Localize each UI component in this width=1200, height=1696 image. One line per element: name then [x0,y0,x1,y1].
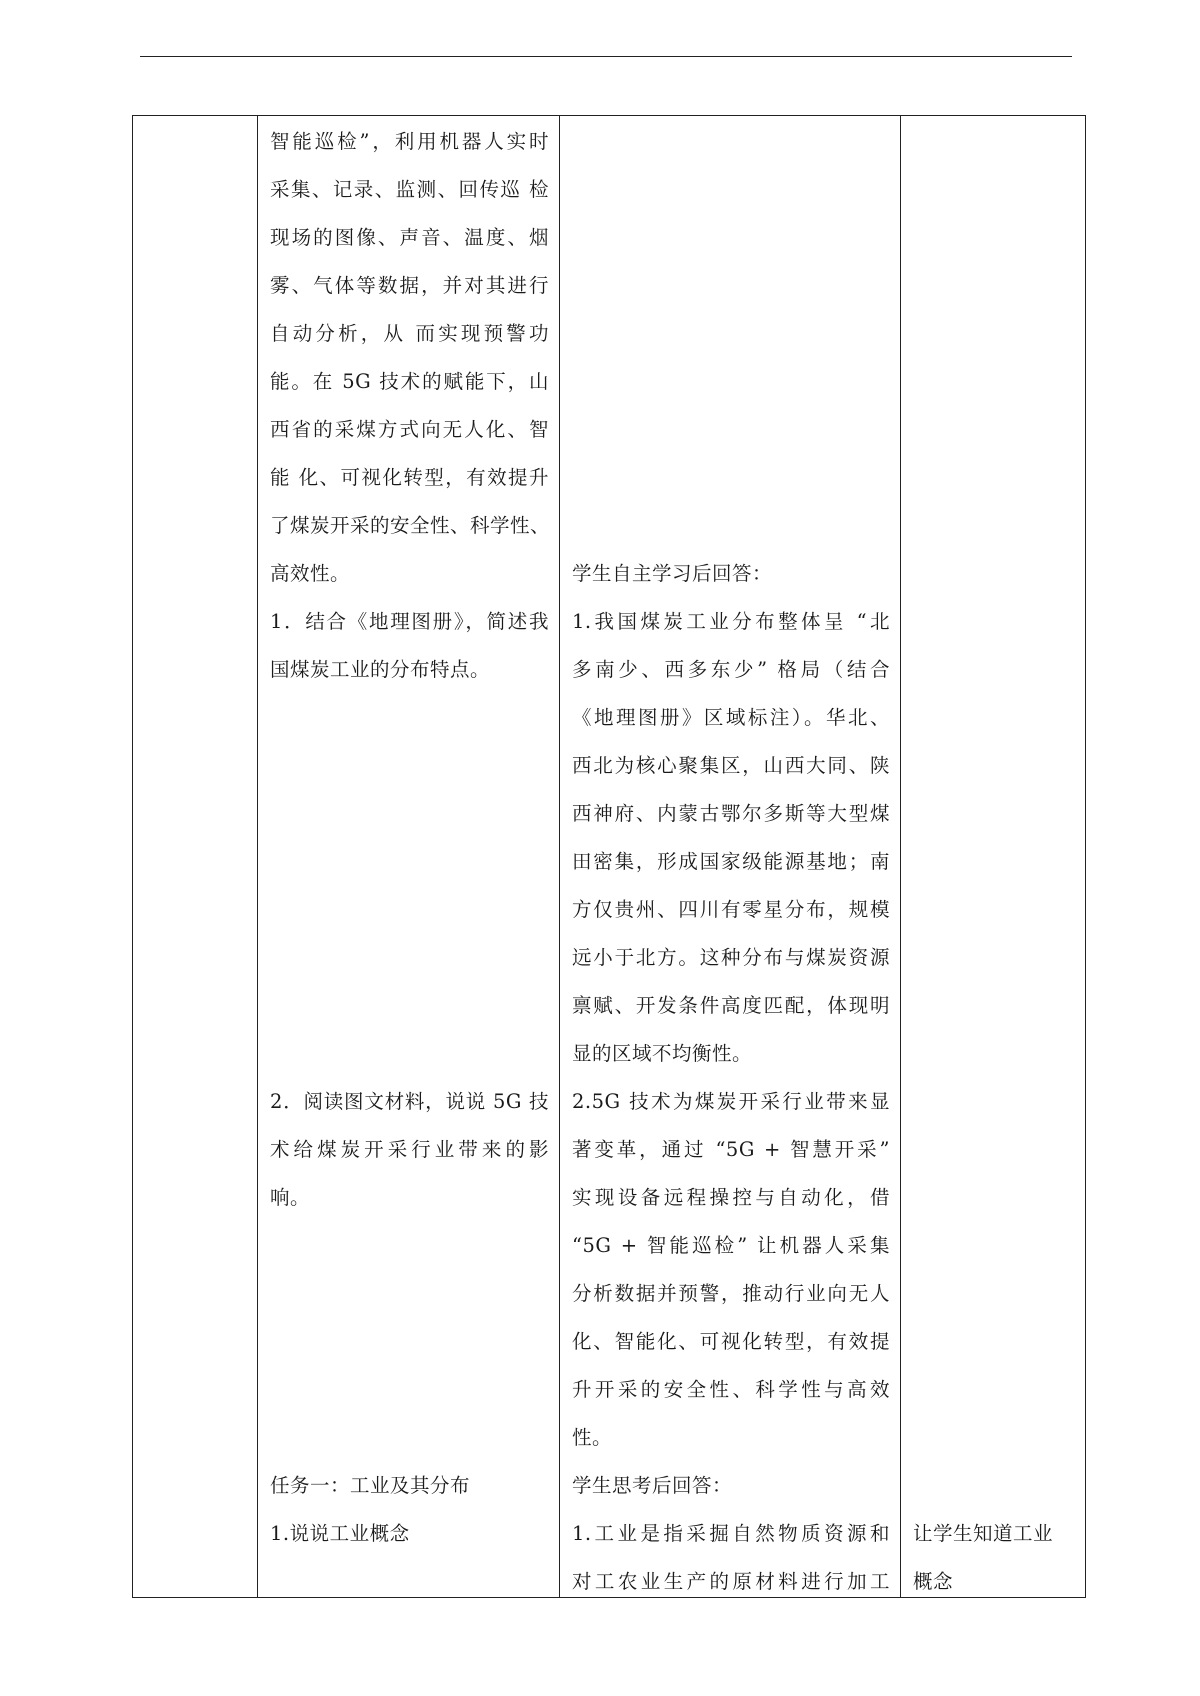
answer-2-line: 著变革，通过 “5G + 智慧开采” [572,1138,890,1161]
teacher-text-line: 自动分析，从 而实现预警功 [270,322,549,345]
answer-2-line: 分析数据并预警，推动行业向无人 [572,1282,890,1305]
answer-2-line: 性。 [572,1426,613,1449]
question-1-line: 1．结合《地理图册》，简述我 [270,610,549,633]
task-answer-line: 对工农业生产的原材料进行加工 [572,1570,890,1593]
teacher-text-line: 智能巡检”，利用机器人实时 [270,130,549,153]
stage-cell [133,116,258,1598]
answer-2-line: 实现设备远程操控与自动化，借 [572,1186,890,1209]
teacher-text-line: 采集、记录、监测、回传巡 检 [270,178,549,201]
teacher-text-line: 了煤炭开采的安全性、科学性、 [270,514,551,537]
lesson-plan-table [132,115,1086,1598]
answer-2-line: “5G + 智能巡检” 让机器人采集 [572,1234,890,1257]
teacher-text-line: 能 化、可视化转型，有效提升 [270,466,549,489]
teacher-text-line: 现场的图像、声音、温度、烟 [270,226,549,249]
question-2-line: 术给煤炭开采行业带来的影 [270,1138,549,1161]
teacher-text-line: 高效性。 [270,562,351,585]
design-intent-line: 让学生知道工业 [913,1522,1054,1545]
answer-1-line: 显的区域不均衡性。 [572,1042,753,1065]
teacher-text-line: 雾、气体等数据，并对其进行 [270,274,549,297]
table-row [133,116,1086,1598]
design-intent-line: 概念 [913,1570,954,1593]
answer-1-line: 西北为核心聚集区，山西大同、陕 [572,754,890,777]
answer-1-line: 多南少、西多东少” 格局（结合 [572,658,890,681]
teacher-text-line: 能。在 5G 技术的赋能下，山 [270,370,549,393]
answer-1-line: 田密集，形成国家级能源基地；南 [572,850,890,873]
student-activity-cell [560,116,901,1598]
question-1-line: 国煤炭工业的分布特点。 [270,658,491,681]
question-2-line: 2．阅读图文材料，说说 5G 技 [270,1090,549,1113]
design-intent-cell [901,116,1086,1598]
answer-1-line: 方仅贵州、四川有零星分布，规模 [572,898,890,921]
answer-1-line: 1.我国煤炭工业分布整体呈 “北 [572,610,890,633]
answer-1-line: 西神府、内蒙古鄂尔多斯等大型煤 [572,802,890,825]
answer-2-line: 升开采的安全性、科学性与高效 [572,1378,890,1401]
task-heading: 任务一：工业及其分布 [270,1474,471,1497]
task-answer-line: 1.工业是指采掘自然物质资源和 [572,1522,890,1545]
page-header-rule [140,56,1072,57]
answer-2-line: 化、智能化、可视化转型，有效提 [572,1330,890,1353]
answer-1-line: 远小于北方。这种分布与煤炭资源 [572,946,890,969]
student-answer-intro: 学生自主学习后回答： [572,562,773,585]
answer-1-line: 《地理图册》区域标注）。华北、 [572,706,890,729]
student-answer-intro: 学生思考后回答： [572,1474,733,1497]
question-2-line: 响。 [270,1186,311,1209]
task-question-line: 1.说说工业概念 [270,1522,410,1545]
teacher-activity-cell [258,116,560,1598]
answer-2-line: 2.5G 技术为煤炭开采行业带来显 [572,1090,890,1113]
teacher-text-line: 西省的采煤方式向无人化、智 [270,418,549,441]
answer-1-line: 禀赋、开发条件高度匹配，体现明 [572,994,890,1017]
